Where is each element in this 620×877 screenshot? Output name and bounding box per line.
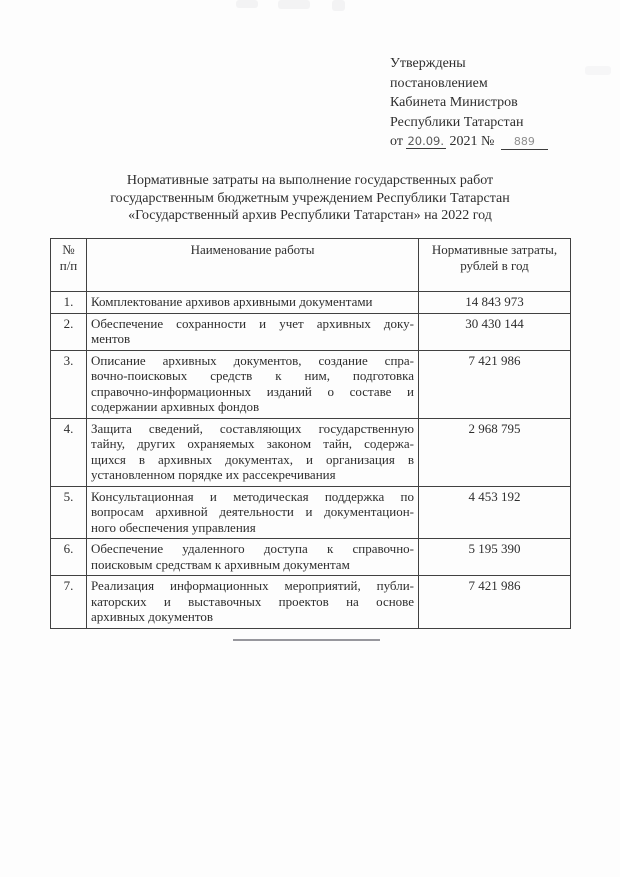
work-name-line: вочно-поисковых средств к ним, подготовка — [91, 368, 414, 383]
table-row — [51, 539, 571, 576]
work-name-line: щихся в архивных документах, и организация в — [91, 451, 414, 467]
scan-artifact — [332, 0, 345, 11]
cost-value-cell: 14 843 973 — [419, 292, 571, 314]
work-name-cell — [87, 313, 419, 350]
row-number-cell: 4. — [51, 418, 87, 486]
cost-value-cell: 7 421 986 — [419, 576, 571, 629]
date-rest: 2021 № — [449, 134, 495, 149]
cost-value-cell: 5 195 390 — [419, 539, 571, 576]
approval-date-line — [390, 132, 615, 152]
title-line: государственным бюджетным учреждением Республики Татарстан — [110, 190, 510, 206]
date-prefix: от — [390, 134, 403, 149]
divider-line — [233, 639, 380, 641]
work-name-line: тайну, других охраняемых законом тайн, содержа- — [91, 436, 414, 451]
work-name-line: справочно-информационных изданий о составе и — [91, 383, 414, 399]
work-name-line: установленном порядке их рассекречивания — [91, 467, 336, 482]
approval-line: постановлением — [390, 75, 488, 91]
work-name-cell — [87, 539, 419, 576]
cost-value-cell: 7 421 986 — [419, 350, 571, 418]
col-header-num — [51, 239, 87, 292]
table-body — [51, 292, 571, 629]
col-header-value — [419, 239, 571, 292]
work-name-line: Комплектование архивов архивными документами — [91, 294, 373, 309]
work-name-line: архивных документов — [91, 609, 213, 624]
approval-block — [390, 54, 615, 152]
work-name-cell — [87, 418, 419, 486]
work-name-line: поисковым средствам к архивным документам — [91, 556, 350, 572]
table-row — [51, 350, 571, 418]
work-name-line: вопросам архивной деятельности и документацион- — [91, 504, 414, 519]
table-row — [51, 292, 571, 314]
approval-line: Республики Татарстан — [390, 114, 524, 130]
row-number-cell: 7. — [51, 576, 87, 629]
row-number-cell: 1. — [51, 292, 87, 314]
table-row — [51, 486, 571, 539]
table-row — [51, 418, 571, 486]
work-name-line: Консультационная и методическая поддержка по — [91, 488, 414, 504]
col-header-num-line: № — [62, 242, 75, 257]
work-name-line: содержании архивных фондов — [91, 399, 260, 414]
row-number-cell: 2. — [51, 313, 87, 350]
table-row — [51, 313, 571, 350]
cost-value-cell: 2 968 795 — [419, 418, 571, 486]
work-name-line: ментов — [91, 331, 131, 346]
row-number-cell: 6. — [51, 539, 87, 576]
row-number-cell: 3. — [51, 350, 87, 418]
work-name-cell — [87, 486, 419, 539]
col-header-name: Наименование работы — [87, 239, 419, 292]
work-name-cell — [87, 350, 419, 418]
cost-value-cell: 30 430 144 — [419, 313, 571, 350]
approval-line: Кабинета Министров — [390, 95, 518, 110]
doc-number-underline: 889 — [501, 135, 548, 150]
work-name-line: Обеспечение сохранности и учет архивных доку- — [91, 315, 414, 331]
title-line: «Государственный архив Республики Татарстан» на 2022 год — [128, 208, 492, 224]
document-title — [0, 172, 620, 225]
scan-artifact — [236, 0, 258, 8]
work-name-line: Обеспечение удаленного доступа к справочно- — [91, 541, 414, 556]
col-header-value-line: Нормативные затраты, — [431, 242, 558, 257]
table-row — [51, 576, 571, 629]
approval-line: Утверждены — [390, 56, 466, 71]
costs-table — [50, 238, 571, 629]
work-name-line: каторских и выставочных проектов на основе — [91, 593, 414, 609]
table-header-row — [51, 239, 571, 292]
cost-value-cell: 4 453 192 — [419, 486, 571, 539]
scan-artifact — [278, 0, 310, 9]
work-name-line: Защита сведений, составляющих государственную — [91, 420, 414, 436]
col-header-value-line: рублей в год — [460, 257, 529, 273]
work-name-line: Реализация информационных мероприятий, публи- — [91, 578, 414, 593]
row-number-cell: 5. — [51, 486, 87, 539]
title-line: Нормативные затраты на выполнение государственных работ — [126, 173, 494, 188]
date-filled-underline: 20.09. — [407, 134, 445, 148]
col-header-num-line: п/п — [59, 257, 78, 273]
work-name-line: ного обеспечения управления — [91, 519, 256, 535]
work-name-cell — [87, 292, 419, 314]
work-name-cell — [87, 576, 419, 629]
work-name-line: Описание архивных документов, создание спра- — [91, 352, 414, 368]
